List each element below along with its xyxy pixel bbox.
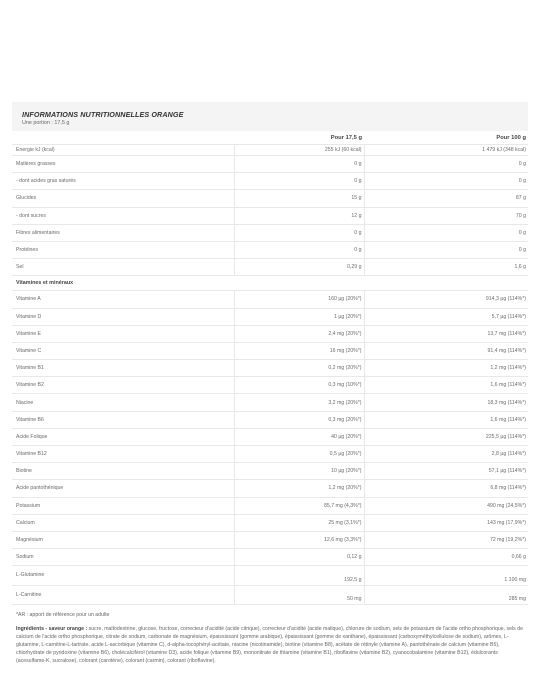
value-per-portion: 16 mg (20%*) xyxy=(234,342,364,359)
nutrient-label: - dont sucres xyxy=(12,207,234,224)
table-row xyxy=(12,325,528,342)
table-row xyxy=(12,259,528,276)
nutrient-label: Matières grasses xyxy=(12,156,234,173)
value-per-100g: 1 479 kJ (348 kcal) xyxy=(364,145,528,156)
nutrient-label: Energie kJ (kcal) xyxy=(12,145,234,156)
table-row xyxy=(12,308,528,325)
value-per-portion: 12,6 mg (3,3%*) xyxy=(234,531,364,548)
nutrient-label: Magnésium xyxy=(12,531,234,548)
value-per-100g: 0 g xyxy=(364,156,528,173)
value-per-portion: 1,2 mg (20%*) xyxy=(234,480,364,497)
value-per-portion: 0,3 mg (20%*) xyxy=(234,411,364,428)
nutrient-label: Vitamine D xyxy=(12,308,234,325)
value-per-portion: 160 µg (20%*) xyxy=(234,291,364,308)
nutrient-label: Fibres alimentaires xyxy=(12,224,234,241)
value-per-100g: 5,7 µg (114%*) xyxy=(364,308,528,325)
value-per-portion: 10 µg (20%*) xyxy=(234,463,364,480)
value-per-100g: 0,66 g xyxy=(364,549,528,566)
nutrient-label: Vitamine B12 xyxy=(12,446,234,463)
value-per-100g: 1,6 mg (114%*) xyxy=(364,377,528,394)
value-per-100g: 2,8 µg (114%*) xyxy=(364,446,528,463)
table-row xyxy=(12,224,528,241)
value-per-100g: 91,4 mg (114%*) xyxy=(364,342,528,359)
value-per-100g: 1,6 mg (114%*) xyxy=(364,411,528,428)
table-row xyxy=(12,360,528,377)
nutrient-label: Niacine xyxy=(12,394,234,411)
value-per-portion: 0,12 g xyxy=(234,549,364,566)
nutrition-facts-panel xyxy=(12,102,528,665)
value-per-portion: 0,29 g xyxy=(234,259,364,276)
value-per-portion: 3,2 mg (20%*) xyxy=(234,394,364,411)
value-per-100g: 490 mg (24,5%*) xyxy=(364,497,528,514)
table-row xyxy=(12,291,528,308)
column-header-label xyxy=(12,131,234,145)
value-per-100g: 57,1 µg (114%*) xyxy=(364,463,528,480)
value-per-portion: 25 mg (3,1%*) xyxy=(234,514,364,531)
nutrient-label: Glucides xyxy=(12,190,234,207)
nutrient-label: Vitamine B1 xyxy=(12,360,234,377)
table-row xyxy=(12,241,528,258)
value-per-100g: 143 mg (17,9%*) xyxy=(364,514,528,531)
column-header-per-100g: Pour 100 g xyxy=(364,131,528,145)
value-per-100g: 1,2 mg (114%*) xyxy=(364,360,528,377)
nutrient-label: Sel xyxy=(12,259,234,276)
table-row xyxy=(12,463,528,480)
table-row xyxy=(12,145,528,156)
value-per-portion: 255 kJ (60 kcal) xyxy=(234,145,364,156)
value-per-portion: 1 µg (20%*) xyxy=(234,308,364,325)
value-per-100g: 18,3 mg (114%*) xyxy=(364,394,528,411)
value-per-portion: 0 g xyxy=(234,173,364,190)
panel-title: INFORMATIONS NUTRITIONNELLES ORANGE xyxy=(22,110,184,119)
value-per-100g: 6,8 mg (114%*) xyxy=(364,480,528,497)
panel-header xyxy=(12,102,528,131)
table-row xyxy=(12,342,528,359)
nutrient-label: Vitamine B6 xyxy=(12,411,234,428)
table-row xyxy=(12,585,528,604)
ingredients-text: sucre, maltodextrine, glucose, fructose, correcteur d'acidité (acide citrique), correcteur d'acidité (acide malique), chlorure de sodium, sels de potassium de l'acide ortho phosphorique, sels de calcium de l'acide ortho phosphorique, citrate de sodium, carbonate de magnésium, épaississant (gomme arabique), épaississant (gomme de xanthane), épaississant (carboxyméthylcellulose de sodium), arômes, L-glutamine, L-carnitine-L-tartrate, acide L-ascorbique (vitamine C), d-alpha-tocophéryl-acétate, niacine (nicotinamide), biotine (vitamine B8), acétate de rétinyle (vitamine A), pantothénate de calcium (vitamine B5), chlorhydrate de pyridoxine (vitamine B6), cholécalciférol (vitamine D3), acide folique (vitamine B9), mononitrate de thiamine (vitamine B1), riboflavine (vitamine B2), cyanocobalamine (vitamine B12), édulcorants (acesulfame-K, sucralose), colorant (carotène), colorant (carmin), colorant (riboflavine). xyxy=(16,625,523,665)
table-row xyxy=(12,377,528,394)
value-per-portion: 12 g xyxy=(234,207,364,224)
value-per-100g: 225,5 µg (114%*) xyxy=(364,428,528,445)
value-per-100g: 70 g xyxy=(364,207,528,224)
column-header-per-portion: Pour 17,5 g xyxy=(234,131,364,145)
table-row xyxy=(12,497,528,514)
nutrient-label: Protéines xyxy=(12,241,234,258)
section-row xyxy=(12,276,528,291)
table-row xyxy=(12,394,528,411)
value-per-100g: 0 g xyxy=(364,173,528,190)
nutrient-label: - dont acides gras saturés xyxy=(12,173,234,190)
value-per-100g: 914,3 µg (114%*) xyxy=(364,291,528,308)
nutrient-label: Vitamine C xyxy=(12,342,234,359)
value-per-100g: 72 mg (19,2%*) xyxy=(364,531,528,548)
nutrient-label: Acide pantothénique xyxy=(12,480,234,497)
table-row xyxy=(12,173,528,190)
value-per-100g: 0 g xyxy=(364,241,528,258)
nutrient-label: Potassium xyxy=(12,497,234,514)
value-per-100g: 285 mg xyxy=(364,585,528,604)
nutrient-label: Biotine xyxy=(12,463,234,480)
value-per-portion: 15 g xyxy=(234,190,364,207)
value-per-100g: 87 g xyxy=(364,190,528,207)
nutrient-label: Acide Folique xyxy=(12,428,234,445)
nutrient-label: Vitamine A xyxy=(12,291,234,308)
value-per-100g: 0 g xyxy=(364,224,528,241)
value-per-100g: 13,7 mg (114%*) xyxy=(364,325,528,342)
table-row xyxy=(12,190,528,207)
value-per-portion: 0,3 mg (10%*) xyxy=(234,377,364,394)
table-row xyxy=(12,446,528,463)
table-row xyxy=(12,207,528,224)
table-row xyxy=(12,531,528,548)
table-row xyxy=(12,428,528,445)
nutrient-label: Vitamine B2 xyxy=(12,377,234,394)
table-row xyxy=(12,549,528,566)
nutrient-label: Vitamine E xyxy=(12,325,234,342)
table-row xyxy=(12,566,528,585)
nutrient-label: L-Carnitine xyxy=(12,585,234,604)
value-per-portion: 0 g xyxy=(234,224,364,241)
value-per-100g: 1,6 g xyxy=(364,259,528,276)
table-row xyxy=(12,156,528,173)
table-row xyxy=(12,480,528,497)
value-per-portion: 0 g xyxy=(234,156,364,173)
value-per-portion: 0,5 µg (20%*) xyxy=(234,446,364,463)
ingredients-paragraph xyxy=(12,618,528,665)
portion-size: Une portion : 17,5 g xyxy=(22,120,70,126)
value-per-portion: 85,7 mg (4,3%*) xyxy=(234,497,364,514)
value-per-portion: 192,5 g xyxy=(234,566,364,585)
table-header-row xyxy=(12,131,528,145)
value-per-portion: 0,2 mg (20%*) xyxy=(234,360,364,377)
footnote: *AR : apport de référence pour un adulte xyxy=(16,611,110,618)
value-per-portion: 0 g xyxy=(234,241,364,258)
value-per-portion: 2,4 mg (20%*) xyxy=(234,325,364,342)
value-per-portion: 50 mg xyxy=(234,585,364,604)
table-row xyxy=(12,411,528,428)
ingredients-label: Ingrédients - saveur orange : xyxy=(16,625,88,632)
nutrition-table xyxy=(12,131,528,605)
nutrient-label: Calcium xyxy=(12,514,234,531)
nutrient-label: Sodium xyxy=(12,549,234,566)
value-per-100g: 1 100 mg xyxy=(364,566,528,585)
section-heading: Vitamines et minéraux xyxy=(12,276,528,291)
nutrient-label: L-Glutamine xyxy=(12,566,234,585)
table-row xyxy=(12,514,528,531)
value-per-portion: 40 µg (20%*) xyxy=(234,428,364,445)
